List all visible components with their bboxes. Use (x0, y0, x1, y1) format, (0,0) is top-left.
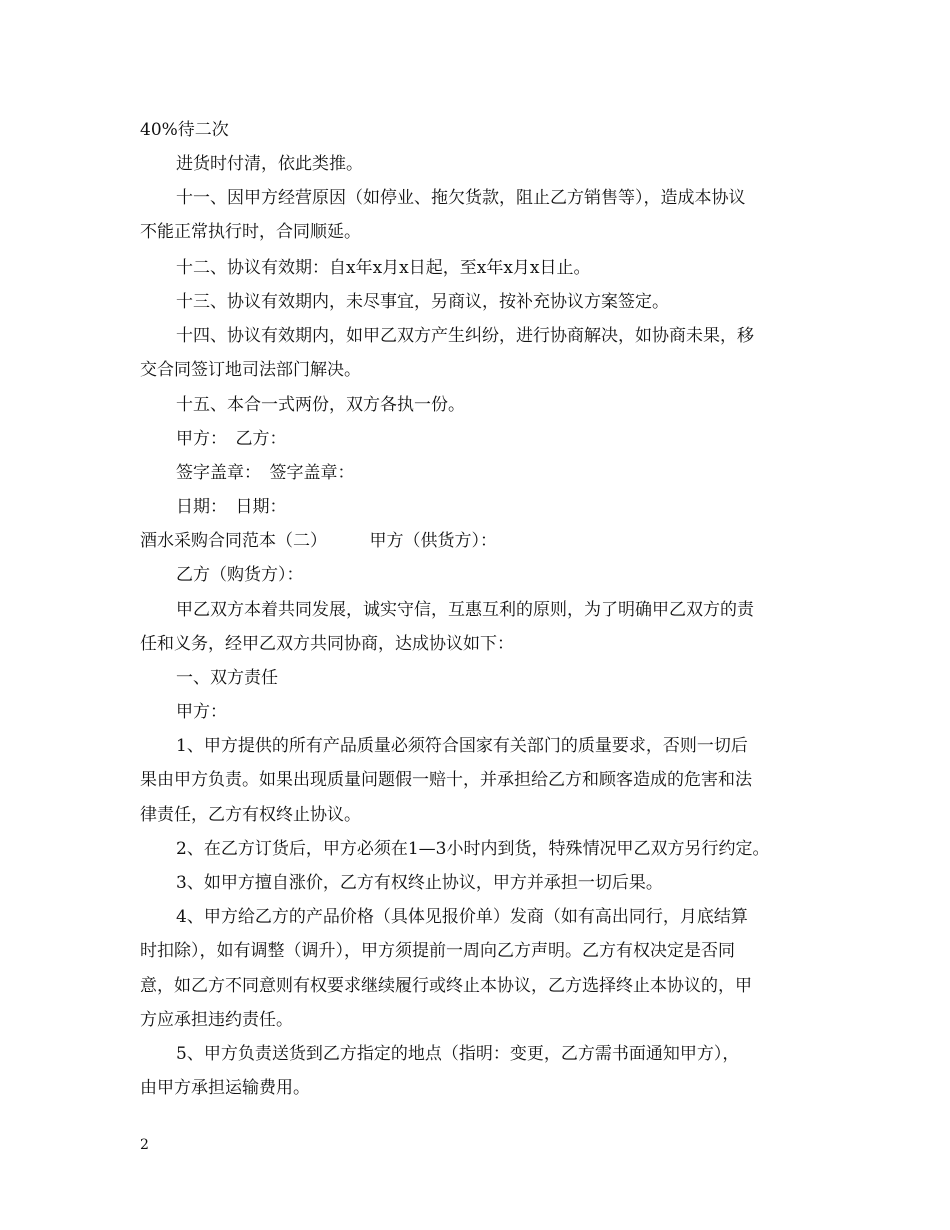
text-line: 5、甲方负责送货到乙方指定的地点（指明：变更，乙方需书面通知甲方）， (176, 1044, 740, 1064)
text-line: 进货时付清，依此类推。 (176, 154, 363, 174)
text-line: 果由甲方负责。如果出现质量问题假一赔十，并承担给乙方和顾客造成的危害和法 (140, 770, 752, 790)
text-line: 十一、因甲方经营原因（如停业、拖欠货款，阻止乙方销售等），造成本协议 (176, 188, 746, 208)
text-line: 乙方（购货方）： (176, 565, 304, 585)
text-line: 由甲方承担运输费用。 (140, 1078, 310, 1098)
text-line: 2、在乙方订货后，甲方必须在1—3小时内到货，特殊情况甲乙双方另行约定。 (176, 839, 770, 859)
text-line: 十三、协议有效期内，未尽事宜，另商议，按补充协议方案签定。 (176, 292, 669, 312)
text-line: 十二、协议有效期：自x年x月x日起，至x年x月x日止。 (176, 258, 591, 278)
text-line: 酒水采购合同范本（二） 甲方（供货方）： (140, 531, 497, 551)
text-line: 甲方： (176, 702, 227, 722)
text-line: 交合同签订地司法部门解决。 (140, 360, 361, 380)
text-line: 不能正常执行时，合同顺延。 (140, 222, 361, 242)
text-line: 签字盖章： 签字盖章： (176, 463, 355, 483)
page-number: 2 (140, 1137, 149, 1153)
text-line: 任和义务，经甲乙双方共同协商，达成协议如下： (140, 634, 514, 654)
text-line: 意，如乙方不同意则有权要求继续履行或终止本协议，乙方选择终止本协议的，甲 (140, 976, 752, 996)
text-line: 方应承担违约责任。 (140, 1010, 293, 1030)
text-line: 一、双方责任 (176, 668, 278, 688)
text-line: 日期： 日期： (176, 497, 287, 517)
text-line: 甲乙双方本着共同发展，诚实守信，互惠互利的原则，为了明确甲乙双方的责 (176, 600, 754, 620)
text-line: 3、如甲方擅自涨价，乙方有权终止协议，甲方并承担一切后果。 (176, 873, 663, 893)
text-line: 时扣除），如有调整（调升），甲方须提前一周向乙方声明。乙方有权决定是否同 (140, 941, 735, 961)
text-line: 律责任，乙方有权终止协议。 (140, 805, 361, 825)
text-line: 1、甲方提供的所有产品质量必须符合国家有关部门的质量要求，否则一切后 (176, 736, 748, 756)
text-line: 4、甲方给乙方的产品价格（具体见报价单）发商（如有高出同行，月底结算 (176, 907, 748, 927)
text-line: 40%待二次 (140, 120, 229, 140)
text-line: 十五、本合一式两份，双方各执一份。 (176, 395, 465, 415)
text-line: 甲方： 乙方： (176, 429, 287, 449)
text-line: 十四、协议有效期内，如甲乙双方产生纠纷，进行协商解决，如协商未果，移 (176, 326, 754, 346)
